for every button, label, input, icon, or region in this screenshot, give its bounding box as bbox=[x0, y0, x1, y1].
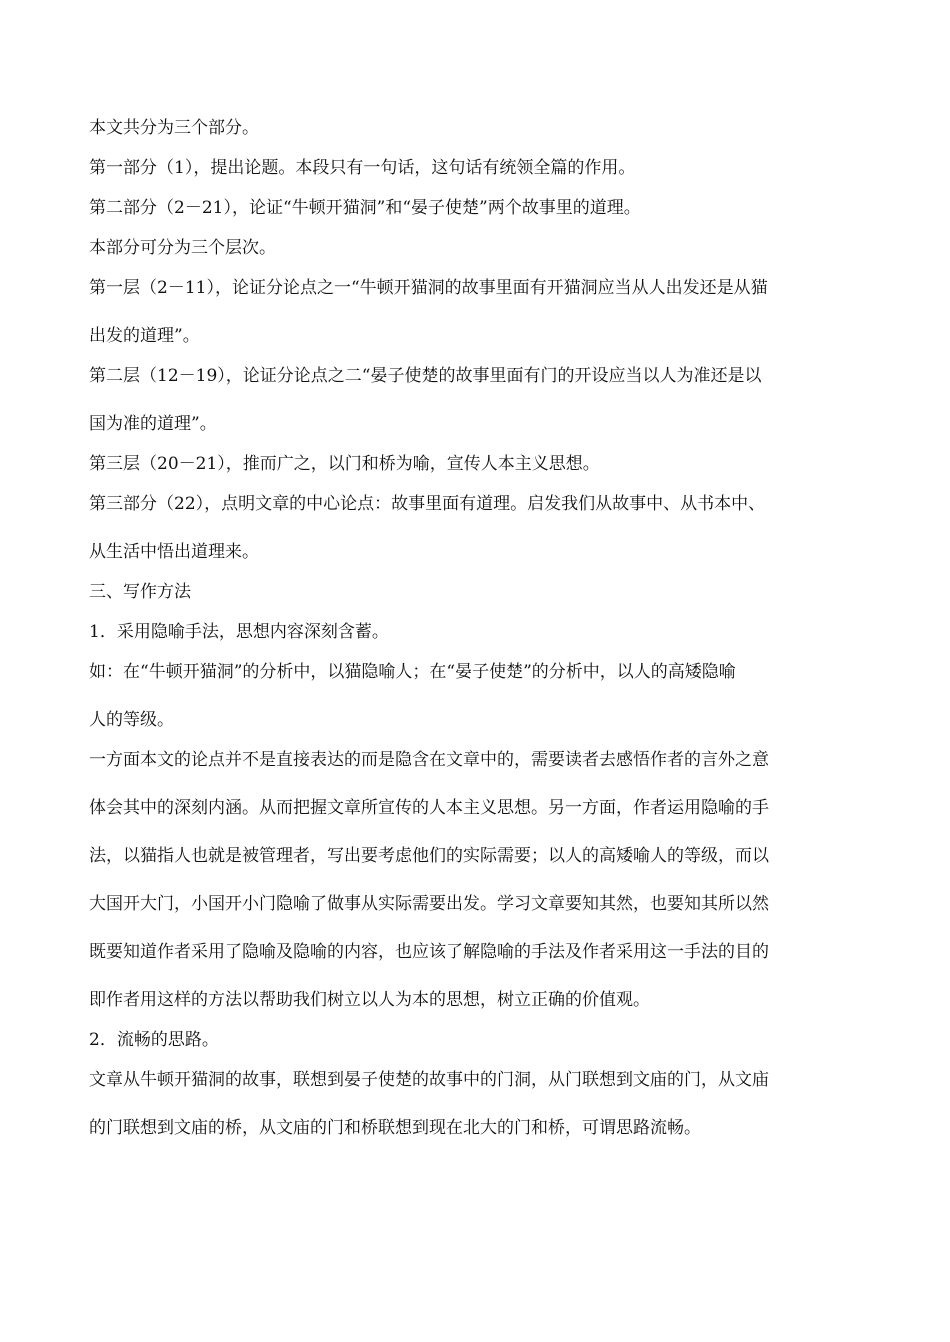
section-heading: 三、写作方法 bbox=[89, 582, 191, 602]
text-line: 人的等级。 bbox=[89, 710, 174, 730]
text-line: 大国开大门，小国开小门隐喻了做事从实际需要出发。学习文章要知其然，也要知其所以然 bbox=[89, 894, 769, 914]
text-line: 本部分可分为三个层次。 bbox=[89, 238, 276, 258]
text-line: 本文共分为三个部分。 bbox=[89, 118, 259, 138]
text-line: 法，以猫指人也就是被管理者，写出要考虑他们的实际需要；以人的高矮喻人的等级，而以 bbox=[89, 846, 769, 866]
subsection-heading: 2．流畅的思路。 bbox=[89, 1030, 219, 1050]
text-line: 第二部分（2－21），论证“牛顿开猫洞”和“晏子使楚”两个故事里的道理。 bbox=[89, 198, 641, 218]
document-body bbox=[89, 118, 864, 1138]
text-line: 一方面本文的论点并不是直接表达的而是隐含在文章中的，需要读者去感悟作者的言外之意 bbox=[89, 750, 769, 770]
text-line: 第三部分（22），点明文章的中心论点：故事里面有道理。启发我们从故事中、从书本中、 bbox=[89, 494, 766, 514]
text-line: 文章从牛顿开猫洞的故事，联想到晏子使楚的故事中的门洞，从门联想到文庙的门，从文庙 bbox=[89, 1070, 769, 1090]
text-line: 既要知道作者采用了隐喻及隐喻的内容，也应该了解隐喻的手法及作者采用这一手法的目的 bbox=[89, 942, 769, 962]
text-line: 第二层（12－19），论证分论点之二“晏子使楚的故事里面有门的开设应当以人为准还是以 bbox=[89, 366, 762, 386]
text-line: 即作者用这样的方法以帮助我们树立以人为本的思想，树立正确的价值观。 bbox=[89, 990, 650, 1010]
text-line: 第一部分（1），提出论题。本段只有一句话，这句话有统领全篇的作用。 bbox=[89, 158, 636, 178]
text-line: 第三层（20－21），推而广之，以门和桥为喻，宣传人本主义思想。 bbox=[89, 454, 600, 474]
text-line: 第一层（2－11），论证分论点之一“牛顿开猫洞的故事里面有开猫洞应当从人出发还是从猫 bbox=[89, 278, 768, 298]
text-line: 的门联想到文庙的桥，从文庙的门和桥联想到现在北大的门和桥，可谓思路流畅。 bbox=[89, 1118, 701, 1138]
subsection-heading: 1．采用隐喻手法，思想内容深刻含蓄。 bbox=[89, 622, 389, 642]
text-line: 出发的道理”。 bbox=[89, 326, 200, 346]
text-line: 从生活中悟出道理来。 bbox=[89, 542, 259, 562]
text-line: 国为准的道理”。 bbox=[89, 414, 217, 434]
text-line: 体会其中的深刻内涵。从而把握文章所宣传的人本主义思想。另一方面，作者运用隐喻的手 bbox=[89, 798, 769, 818]
text-line: 如：在“牛顿开猫洞”的分析中，以猫隐喻人；在“晏子使楚”的分析中，以人的高矮隐喻 bbox=[89, 662, 736, 682]
